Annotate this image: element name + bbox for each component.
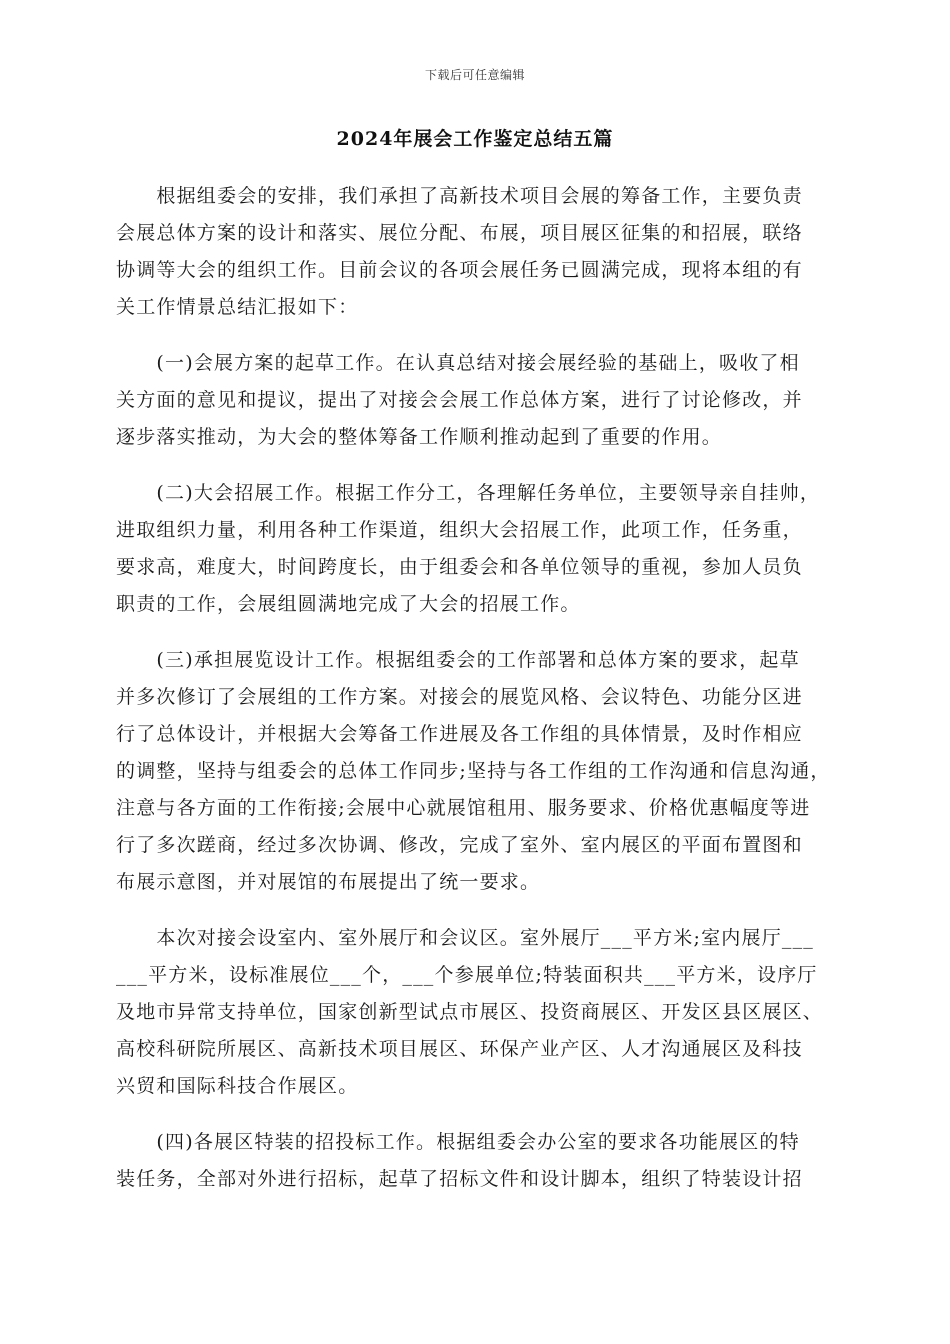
header-note: 下载后可任意编辑 — [424, 68, 525, 82]
paragraph-line: 逐步落实推动，为大会的整体筹备工作顺利推动起到了重要的作用。 — [116, 426, 723, 448]
paragraph-line: ___平方米，设标准展位___个，___个参展单位;特装面积共___平方米，设序厅 — [116, 964, 818, 986]
paragraph-line: 及地市异常支持单位，国家创新型试点市展区、投资商展区、开发区县区展区、 — [116, 1001, 824, 1023]
paragraph-venue — [116, 920, 854, 1105]
document-body — [116, 178, 854, 1217]
paragraph-line: 行了总体设计，并根据大会筹备工作进展及各工作组的具体情景，及时作相应 — [116, 723, 803, 745]
paragraph-line: 布展示意图，并对展馆的布展提出了统一要求。 — [116, 871, 541, 893]
document-title: 2024年展会工作鉴定总结五篇 — [336, 128, 614, 150]
paragraph-line: 兴贸和国际科技合作展区。 — [116, 1075, 359, 1097]
paragraph-section-2 — [116, 475, 854, 623]
paragraph-line: 根据组委会的安排，我们承担了高新技术项目会展的筹备工作，主要负责 — [116, 185, 803, 207]
paragraph-line: (二)大会招展工作。根据工作分工，各理解任务单位，主要领导亲自挂帅， — [116, 482, 821, 504]
paragraph-line: 注意与各方面的工作衔接;会展中心就展馆租用、服务要求、价格优惠幅度等进 — [116, 797, 811, 819]
paragraph-line: (四)各展区特装的招投标工作。根据组委会办公室的要求各功能展区的特 — [116, 1131, 800, 1153]
paragraph-line: 协调等大会的组织工作。目前会议的各项会展任务已圆满完成，现将本组的有 — [116, 259, 803, 281]
paragraph-line: (一)会展方案的起草工作。在认真总结对接会展经验的基础上，吸收了相 — [116, 352, 800, 374]
paragraph-line: 装任务，全部对外进行招标，起草了招标文件和设计脚本，组织了特装设计招 — [116, 1168, 803, 1190]
paragraph-intro — [116, 178, 854, 326]
paragraph-line: 本次对接会设室内、室外展厅和会议区。室外展厅___平方米;室内展厅___ — [116, 927, 815, 949]
paragraph-line: 并多次修订了会展组的工作方案。对接会的展览风格、会议特色、功能分区进 — [116, 686, 803, 708]
paragraph-line: 关工作情景总结汇报如下： — [116, 296, 359, 318]
paragraph-section-3 — [116, 642, 854, 901]
paragraph-line: 行了多次蹉商，经过多次协调、修改，完成了室外、室内展区的平面布置图和 — [116, 834, 803, 856]
paragraph-line: 职责的工作，会展组圆满地完成了大会的招展工作。 — [116, 593, 581, 615]
paragraph-section-1 — [116, 345, 854, 456]
paragraph-line: 的调整，坚持与组委会的总体工作同步;坚持与各工作组的工作沟通和信息沟通， — [116, 760, 831, 782]
paragraph-line: 关方面的意见和提议，提出了对接会会展工作总体方案，进行了讨论修改，并 — [116, 389, 803, 411]
paragraph-line: (三)承担展览设计工作。根据组委会的工作部署和总体方案的要求，起草 — [116, 649, 800, 671]
paragraph-line: 高校科研院所展区、高新技术项目展区、环保产业产区、人才沟通展区及科技 — [116, 1038, 803, 1060]
paragraph-line: 会展总体方案的设计和落实、展位分配、布展，项目展区征集的和招展，联络 — [116, 222, 803, 244]
paragraph-line: 要求高，难度大，时间跨度长，由于组委会和各单位领导的重视，参加人员负 — [116, 556, 803, 578]
paragraph-section-4 — [116, 1124, 854, 1198]
paragraph-line: 进取组织力量，利用各种工作渠道，组织大会招展工作，此项工作，任务重， — [116, 519, 803, 541]
